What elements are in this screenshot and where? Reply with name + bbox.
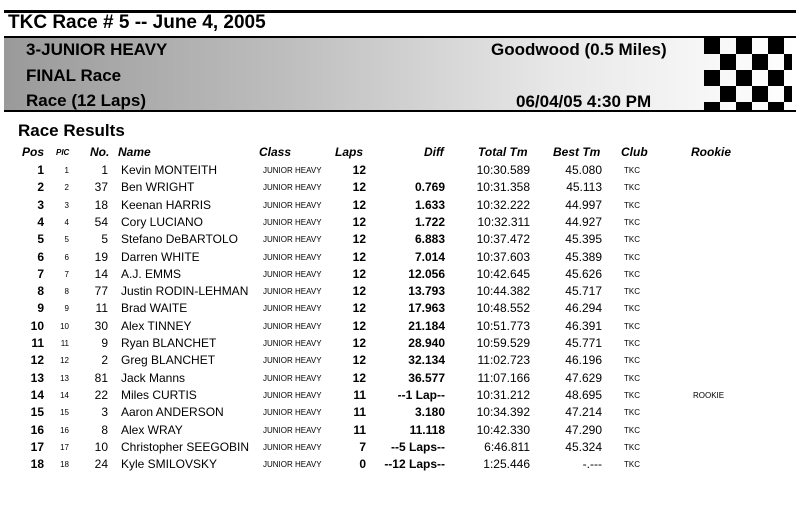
- kart-number-cell: 14: [94, 266, 108, 281]
- kart-number-cell: 54: [94, 214, 108, 229]
- total-time-cell: 10:31.358: [476, 180, 530, 195]
- position-cell: 15: [30, 405, 44, 420]
- driver-name-cell: Darren WHITE: [121, 249, 200, 264]
- col-best-time: Best Tm: [553, 145, 601, 159]
- col-club: Club: [621, 145, 648, 159]
- kart-number-cell: 77: [94, 284, 108, 299]
- position-cell: 9: [37, 301, 44, 316]
- club-cell: TKC: [624, 183, 640, 193]
- total-time-cell: 10:32.311: [477, 214, 530, 229]
- kart-number-cell: 5: [101, 232, 108, 247]
- class-cell: JUNIOR HEAVY: [263, 183, 322, 193]
- driver-name-cell: Brad WAITE: [121, 301, 188, 316]
- class-cell: JUNIOR HEAVY: [263, 339, 322, 348]
- best-time-cell: 47.629: [565, 370, 602, 385]
- club-cell: TKC: [624, 339, 640, 348]
- class-cell: JUNIOR HEAVY: [263, 217, 322, 227]
- diff-cell: 1.633: [414, 197, 445, 212]
- laps-cell: 12: [352, 301, 366, 316]
- pic-cell: 6: [64, 252, 69, 262]
- class-cell: JUNIOR HEAVY: [263, 460, 322, 470]
- table-row: [0, 163, 800, 180]
- checkered-flag-icon: [692, 38, 792, 112]
- class-cell: JUNIOR HEAVY: [263, 390, 322, 400]
- best-time-cell: 46.391: [565, 318, 602, 333]
- laps-cell: 12: [352, 249, 366, 264]
- diff-cell: 13.793: [408, 284, 445, 299]
- driver-name-cell: A.J. EMMS: [121, 266, 182, 281]
- kart-number-cell: 18: [94, 197, 108, 212]
- laps-cell: 11: [353, 387, 366, 402]
- table-row: [0, 388, 800, 405]
- pic-cell: 13: [60, 373, 69, 383]
- kart-number-cell: 8: [101, 422, 108, 437]
- laps-cell: 11: [353, 405, 366, 420]
- best-time-cell: 44.997: [565, 197, 602, 212]
- results-title: Race Results: [18, 121, 125, 140]
- table-row: [0, 284, 800, 301]
- kart-number-cell: 10: [94, 439, 108, 454]
- driver-name-cell: Ryan BLANCHET: [121, 336, 217, 350]
- club-cell: TKC: [624, 425, 640, 435]
- best-time-cell: 48.695: [565, 387, 602, 402]
- laps-cell: 11: [353, 422, 366, 437]
- total-time-cell: 10:44.382: [476, 284, 530, 299]
- club-cell: TKC: [624, 217, 640, 227]
- pic-cell: 3: [64, 200, 69, 210]
- diff-cell: 6.883: [414, 232, 445, 247]
- best-time-cell: 46.294: [565, 301, 602, 316]
- best-time-cell: 45.771: [565, 336, 602, 350]
- diff-cell: 0.769: [414, 180, 445, 195]
- club-cell: TKC: [624, 390, 640, 400]
- table-row: [0, 457, 800, 474]
- driver-name-cell: Kevin MONTEITH: [121, 163, 218, 177]
- total-time-cell: 10:42.645: [476, 266, 530, 281]
- best-time-cell: 47.214: [565, 405, 602, 420]
- kart-number-cell: 24: [94, 457, 108, 472]
- class-cell: JUNIOR HEAVY: [263, 425, 322, 435]
- class-cell: JUNIOR HEAVY: [263, 356, 322, 366]
- diff-cell: 11.118: [409, 422, 445, 437]
- club-cell: TKC: [624, 235, 640, 245]
- total-time-cell: 11:07.166: [477, 370, 530, 385]
- best-time-cell: 45.395: [565, 232, 602, 247]
- total-time-cell: 10:30.589: [476, 163, 530, 177]
- table-row: [0, 301, 800, 318]
- session-line: FINAL Race: [26, 66, 122, 85]
- kart-number-cell: 2: [101, 353, 108, 368]
- diff-cell: --1 Lap--: [397, 387, 445, 402]
- kart-number-cell: 1: [101, 163, 108, 177]
- total-time-cell: 10:48.552: [476, 301, 530, 316]
- diff-cell: 36.577: [408, 370, 445, 385]
- total-time-cell: 10:37.603: [476, 249, 530, 264]
- laps-cell: 12: [352, 266, 366, 281]
- table-row: [0, 198, 800, 215]
- table-row: [0, 405, 800, 422]
- position-cell: 17: [30, 439, 44, 454]
- class-cell: JUNIOR HEAVY: [263, 166, 322, 175]
- driver-name-cell: Aaron ANDERSON: [121, 405, 224, 420]
- best-time-cell: 46.196: [565, 353, 602, 368]
- race-title: TKC Race # 5 -- June 4, 2005: [8, 12, 266, 33]
- laps-cell: 12: [352, 232, 366, 247]
- class-cell: JUNIOR HEAVY: [263, 269, 322, 279]
- class-cell: JUNIOR HEAVY: [263, 408, 322, 418]
- laps-cell: 12: [352, 318, 366, 333]
- best-time-cell: 45.113: [566, 180, 602, 195]
- table-row: [0, 232, 800, 249]
- position-cell: 1: [37, 163, 44, 177]
- driver-name-cell: Justin RODIN-LEHMAN: [121, 284, 249, 299]
- race-header: [4, 38, 796, 112]
- club-cell: TKC: [624, 287, 640, 297]
- col-class: Class: [259, 145, 292, 159]
- best-time-cell: 47.290: [565, 422, 602, 437]
- position-cell: 8: [37, 284, 44, 299]
- pic-cell: 10: [60, 321, 69, 331]
- laps-cell: 12: [352, 197, 366, 212]
- position-cell: 14: [30, 387, 44, 402]
- diff-cell: 21.184: [408, 318, 445, 333]
- total-time-cell: 6:46.811: [484, 439, 530, 454]
- diff-cell: 7.014: [414, 249, 445, 264]
- table-row: [0, 353, 800, 370]
- laps-cell: 12: [352, 370, 366, 385]
- pic-cell: 18: [60, 460, 69, 470]
- laps-cell: 12: [352, 214, 366, 229]
- diff-cell: 28.940: [408, 336, 445, 350]
- kart-number-cell: 22: [94, 387, 108, 402]
- total-time-cell: 10:51.773: [476, 318, 530, 333]
- class-cell: JUNIOR HEAVY: [263, 200, 322, 210]
- total-time-cell: 11:02.723: [477, 353, 530, 368]
- driver-name-cell: Christopher SEEGOBIN: [121, 439, 250, 454]
- pic-cell: 2: [64, 183, 69, 193]
- club-cell: TKC: [624, 304, 640, 314]
- pic-cell: 16: [60, 425, 69, 435]
- best-time-cell: 45.389: [565, 249, 602, 264]
- diff-cell: 3.180: [414, 405, 445, 420]
- col-pos: Pos: [22, 145, 45, 159]
- club-cell: TKC: [624, 356, 640, 366]
- pic-cell: 5: [64, 235, 69, 245]
- kart-number-cell: 11: [95, 301, 108, 316]
- pic-cell: 14: [60, 390, 69, 400]
- class-cell: JUNIOR HEAVY: [263, 373, 322, 383]
- col-pic: PIC: [56, 148, 70, 157]
- total-time-cell: 10:32.222: [476, 197, 530, 212]
- class-line: 3-JUNIOR HEAVY: [26, 40, 168, 59]
- pic-cell: 4: [64, 217, 69, 227]
- driver-name-cell: Keenan HARRIS: [121, 197, 212, 212]
- club-cell: TKC: [624, 269, 640, 279]
- kart-number-cell: 3: [101, 405, 108, 420]
- diff-cell: 1.722: [414, 214, 445, 229]
- laps-cell: 7: [359, 439, 366, 454]
- pic-cell: 9: [64, 304, 69, 314]
- best-time-cell: -.---: [582, 457, 602, 472]
- best-time-cell: 45.324: [565, 439, 602, 454]
- race-datetime: 06/04/05 4:30 PM: [516, 92, 652, 111]
- position-cell: 11: [31, 336, 44, 350]
- driver-name-cell: Cory LUCIANO: [121, 214, 204, 229]
- club-cell: TKC: [624, 460, 640, 470]
- driver-name-cell: Alex WRAY: [121, 422, 183, 437]
- diff-cell: 12.056: [408, 266, 445, 281]
- pic-cell: 12: [60, 356, 69, 366]
- club-cell: TKC: [624, 408, 640, 418]
- best-time-cell: 45.626: [565, 266, 602, 281]
- driver-name-cell: Stefano DeBARTOLO: [121, 232, 238, 247]
- race-line: Race (12 Laps): [26, 91, 146, 110]
- position-cell: 3: [37, 197, 44, 212]
- position-cell: 6: [37, 249, 44, 264]
- diff-cell: --5 Laps--: [391, 439, 445, 454]
- class-cell: JUNIOR HEAVY: [263, 442, 322, 452]
- best-time-cell: 45.080: [565, 163, 602, 177]
- pic-cell: 7: [64, 269, 69, 279]
- club-cell: TKC: [624, 373, 640, 383]
- club-cell: TKC: [624, 442, 640, 452]
- total-time-cell: 10:59.529: [476, 336, 530, 350]
- total-time-cell: 10:42.330: [476, 422, 530, 437]
- laps-cell: 12: [352, 284, 366, 299]
- laps-cell: 0: [359, 457, 366, 472]
- pic-cell: 15: [60, 408, 69, 418]
- position-cell: 7: [37, 266, 44, 281]
- driver-name-cell: Kyle SMILOVSKY: [121, 457, 218, 472]
- class-cell: JUNIOR HEAVY: [263, 235, 322, 245]
- col-diff: Diff: [424, 145, 444, 159]
- col-laps: Laps: [335, 145, 364, 159]
- position-cell: 16: [30, 422, 44, 437]
- class-cell: JUNIOR HEAVY: [263, 287, 322, 297]
- club-cell: TKC: [624, 166, 640, 175]
- pic-cell: 17: [60, 442, 69, 452]
- position-cell: 5: [37, 232, 44, 247]
- total-time-cell: 10:31.212: [476, 387, 530, 402]
- position-cell: 4: [37, 214, 44, 229]
- total-time-cell: 1:25.446: [483, 457, 530, 472]
- kart-number-cell: 37: [94, 180, 108, 195]
- position-cell: 13: [30, 370, 44, 385]
- driver-name-cell: Jack Manns: [121, 370, 186, 385]
- table-row: [0, 336, 800, 353]
- diff-cell: --12 Laps--: [384, 457, 445, 472]
- laps-cell: 12: [352, 336, 366, 350]
- track-name: Goodwood (0.5 Miles): [491, 40, 667, 59]
- class-cell: JUNIOR HEAVY: [263, 321, 322, 331]
- col-name: Name: [118, 145, 151, 159]
- driver-name-cell: Greg BLANCHET: [121, 353, 216, 368]
- driver-name-cell: Miles CURTIS: [121, 387, 197, 402]
- best-time-cell: 44.927: [565, 214, 602, 229]
- table-row: [0, 250, 800, 267]
- driver-name-cell: Ben WRIGHT: [121, 180, 195, 195]
- driver-name-cell: Alex TINNEY: [121, 318, 192, 333]
- laps-cell: 12: [352, 180, 366, 195]
- column-header-row: [0, 145, 800, 161]
- col-rookie: Rookie: [691, 145, 732, 159]
- kart-number-cell: 30: [94, 318, 108, 333]
- kart-number-cell: 19: [94, 249, 108, 264]
- kart-number-cell: 81: [94, 370, 108, 385]
- pic-cell: 1: [64, 166, 69, 175]
- class-cell: JUNIOR HEAVY: [263, 252, 322, 262]
- laps-cell: 12: [352, 353, 366, 368]
- club-cell: TKC: [624, 200, 640, 210]
- position-cell: 10: [30, 318, 44, 333]
- kart-number-cell: 9: [101, 336, 108, 350]
- col-no: No.: [90, 145, 110, 159]
- table-row: [0, 215, 800, 232]
- table-row: [0, 319, 800, 336]
- diff-cell: 32.134: [408, 353, 445, 368]
- total-time-cell: 10:34.392: [476, 405, 530, 420]
- pic-cell: 8: [64, 287, 69, 297]
- col-total-time: Total Tm: [478, 145, 528, 159]
- club-cell: TKC: [624, 321, 640, 331]
- diff-cell: 17.963: [408, 301, 445, 316]
- table-row: [0, 267, 800, 284]
- best-time-cell: 45.717: [565, 284, 602, 299]
- position-cell: 2: [37, 180, 44, 195]
- table-row: [0, 371, 800, 388]
- total-time-cell: 10:37.472: [476, 232, 530, 247]
- table-row: [0, 180, 800, 197]
- table-row: [0, 423, 800, 440]
- position-cell: 12: [30, 353, 44, 368]
- table-row: [0, 440, 800, 457]
- laps-cell: 12: [352, 163, 366, 177]
- pic-cell: 11: [60, 339, 69, 348]
- class-cell: JUNIOR HEAVY: [263, 304, 322, 314]
- position-cell: 18: [30, 457, 44, 472]
- club-cell: TKC: [624, 252, 640, 262]
- rookie-cell: ROOKIE: [693, 390, 725, 400]
